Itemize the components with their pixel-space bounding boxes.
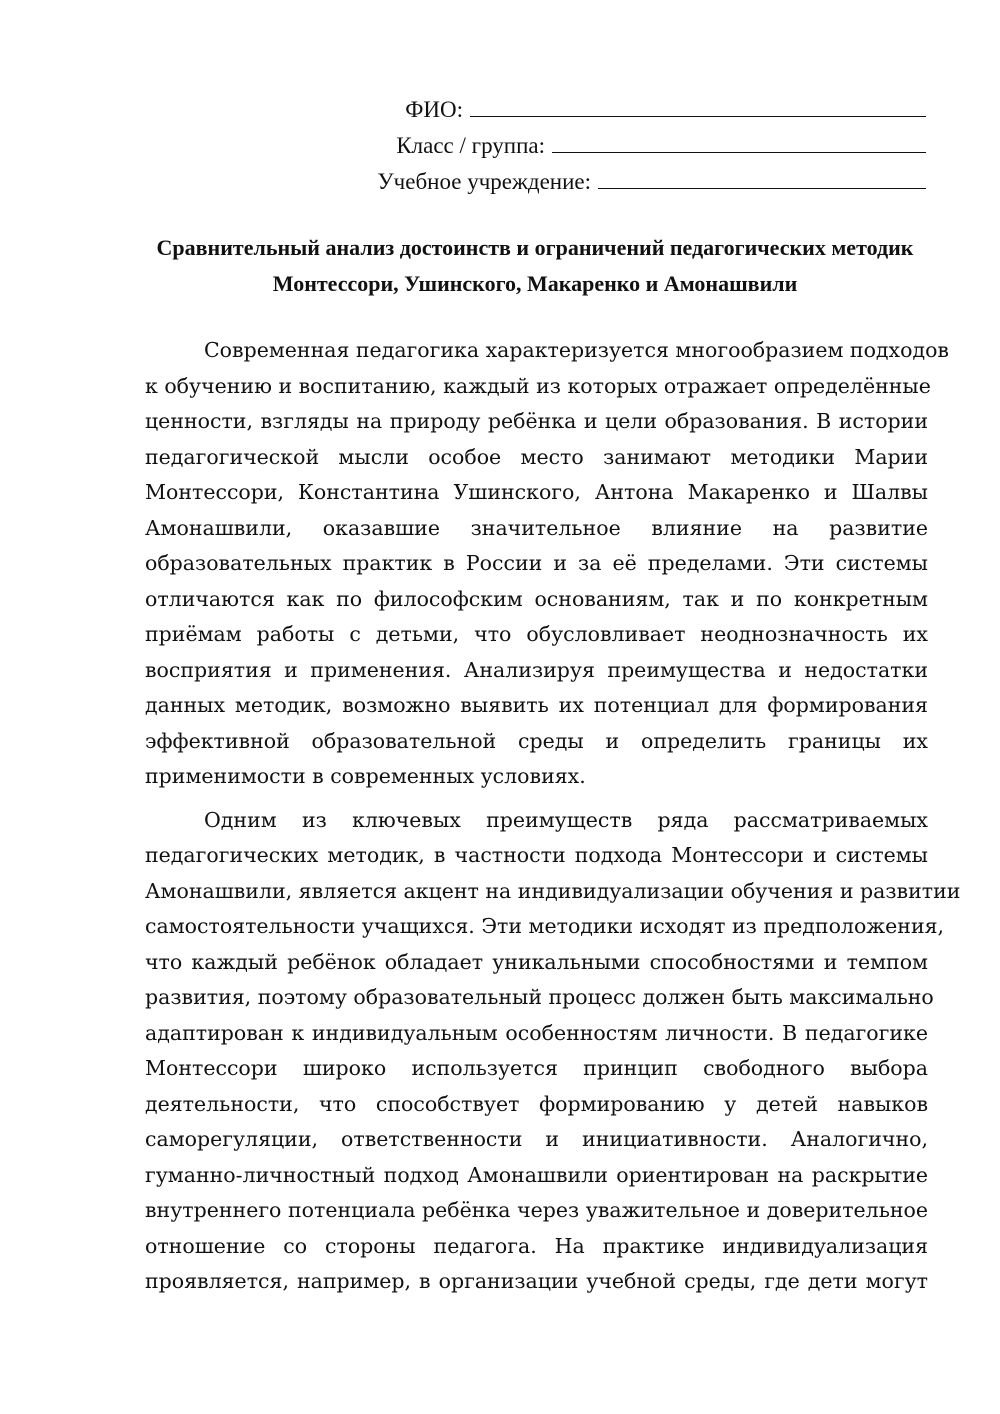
paragraph-line: к обучению и воспитанию, каждый из которых отражает определённые <box>145 373 931 398</box>
class-label: Класс / группа: <box>396 133 545 158</box>
school-label: Учебное учреждение: <box>377 169 591 194</box>
paragraph-line: ценности, взгляды на природу ребёнка и цели образования. В истории <box>145 409 928 433</box>
paragraph-line: Одним из ключевых преимуществ ряда рассматриваемых <box>204 807 928 832</box>
fio-label: ФИО: <box>405 97 463 122</box>
paragraph-line: Амонашвили, является акцент на индивидуализации обучения и развитии <box>145 878 961 903</box>
paragraph-line: адаптирован к индивидуальным особенностям личности. В педагогике <box>145 1020 928 1045</box>
paragraph-line: образовательных практик в России и за её пределами. Эти системы <box>145 551 928 575</box>
fio-row <box>377 92 926 128</box>
document-title <box>130 230 940 302</box>
paragraph-2 <box>145 803 961 1300</box>
paragraph-line: Современная педагогика характеризуется многообразием подходов <box>204 338 949 362</box>
paragraph-spacer <box>145 795 928 803</box>
paragraph-line: педагогических методик, в частности подхода Монтессори и системы <box>145 843 928 867</box>
class-blank-line <box>552 132 926 153</box>
paragraph-line: внутреннего потенциала ребёнка через уважительное и доверительное <box>145 1198 928 1222</box>
paragraph-line: применимости в современных условиях. <box>145 764 586 788</box>
paragraph-line: проявляется, например, в организации учебной среды, где дети могут <box>145 1269 928 1293</box>
paragraph-line: Монтессори, Константина Ушинского, Антона Макаренко и Шалвы <box>145 480 928 504</box>
school-row <box>377 164 926 200</box>
paragraph-line: эффективной образовательной среды и определить границы их <box>145 728 928 753</box>
title-line-2: Монтессори, Ушинского, Макаренко и Амонашвили <box>272 271 798 296</box>
school-blank-line <box>598 168 926 189</box>
paragraph-line: деятельности, что способствует формированию у детей навыков <box>145 1091 928 1116</box>
paragraph-line: данных методик, возможно выявить их потенциал для формирования <box>145 693 928 717</box>
fio-blank-line <box>470 96 926 117</box>
paragraph-line: самостоятельности учащихся. Эти методики исходят из предположения, <box>145 914 945 938</box>
paragraph-line: развития, поэтому образовательный процесс должен быть максимально <box>145 985 934 1009</box>
class-row <box>377 128 926 164</box>
document-body <box>145 333 961 1300</box>
paragraph-line: отличаются как по философским основаниям, так и по конкретным <box>145 586 928 611</box>
paragraph-line: Амонашвили, оказавшие значительное влияние на развитие <box>145 515 928 540</box>
title-line-1: Сравнительный анализ достоинств и ограничений педагогических методик <box>156 235 914 260</box>
paragraph-line: педагогической мысли особое место занимают методики Марии <box>145 444 928 469</box>
paragraph-line: саморегуляции, ответственности и инициативности. Аналогично, <box>145 1127 928 1151</box>
paragraph-line: отношение со стороны педагога. На практике индивидуализация <box>145 1233 928 1258</box>
student-info-header <box>377 92 926 200</box>
paragraph-line: восприятия и применения. Анализируя преимущества и недостатки <box>145 657 928 682</box>
paragraph-line: Монтессори широко используется принцип свободного выбора <box>145 1056 928 1080</box>
paragraph-line: что каждый ребёнок обладает уникальными способностями и темпом <box>145 949 928 974</box>
paragraph-line: гуманно-личностный подход Амонашвили ориентирован на раскрытие <box>145 1162 928 1187</box>
paragraph-1 <box>145 333 949 795</box>
paragraph-line: приёмам работы с детьми, что обусловливает неоднозначность их <box>145 622 928 646</box>
